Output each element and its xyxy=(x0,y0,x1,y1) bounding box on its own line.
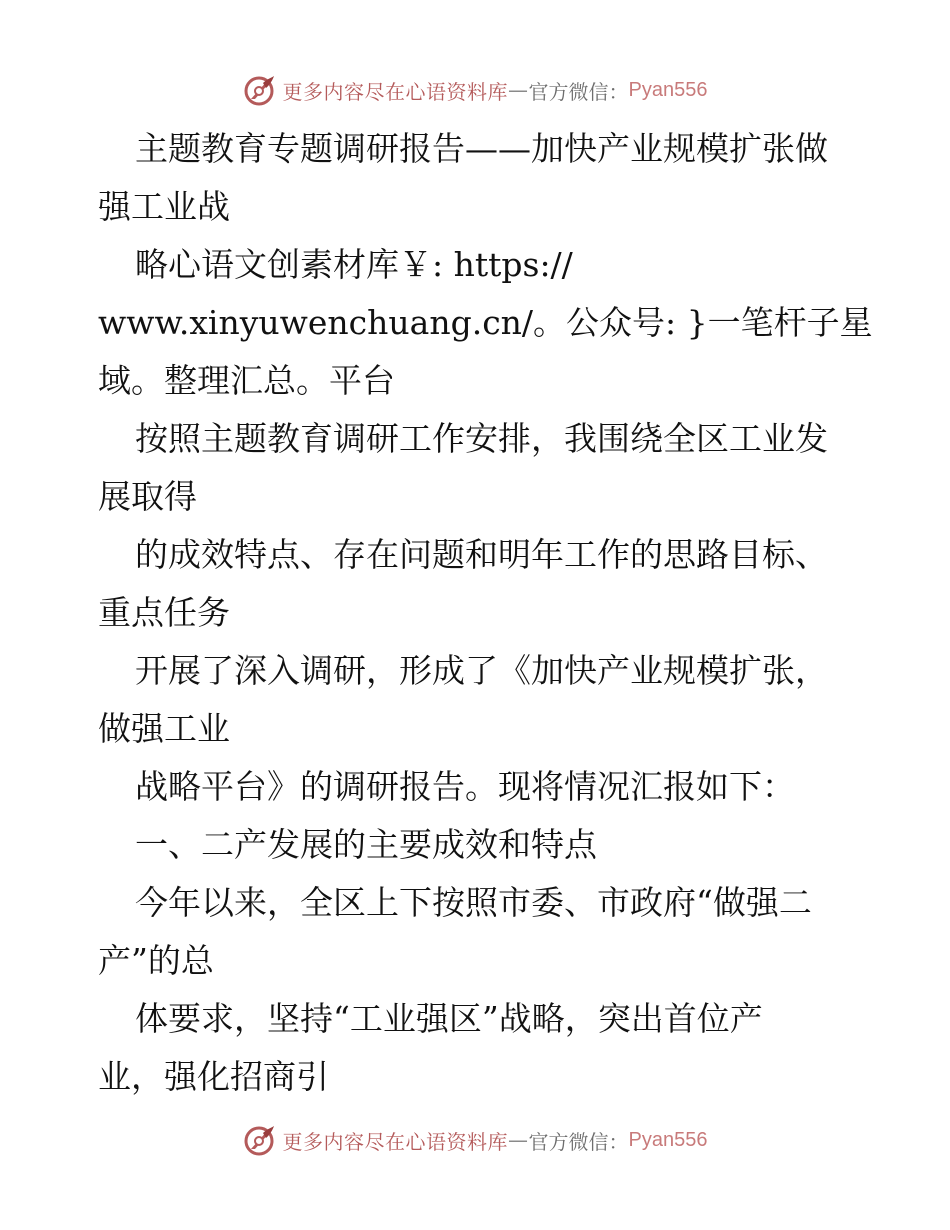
header-banner xyxy=(0,70,950,110)
text-line: 主题教育专题调研报告——加快产业规模扩张做 xyxy=(135,129,828,168)
banner-wechat-label: 官方微信： xyxy=(528,79,629,104)
text-line: 的成效特点、存在问题和明年工作的思路目标、 xyxy=(135,535,828,574)
text-line: 产”的总 xyxy=(98,941,214,980)
text-line: 重点任务 xyxy=(98,593,230,632)
feather-pen-logo-icon xyxy=(243,73,277,107)
banner-wechat-id: Pyan556 xyxy=(628,1128,708,1151)
text-line: 域。整理汇总。平台 xyxy=(98,361,395,400)
text-line: www.xinyuwenchuang.cn/。公众号: }一笔杆子星 xyxy=(98,303,873,342)
text-line: 略心语文创素材库￥: https:// xyxy=(135,245,573,284)
footer-banner xyxy=(0,1120,950,1160)
text-line: 今年以来，全区上下按照市委、市政府“做强二 xyxy=(135,883,812,922)
banner-dash: — xyxy=(508,78,529,102)
banner-dash: — xyxy=(508,1128,529,1152)
text-line: 展取得 xyxy=(98,477,197,516)
banner-text: 更多内容尽在心语资料库 xyxy=(282,1129,509,1154)
banner-wechat-label: 官方微信： xyxy=(528,1129,629,1154)
section-heading: 一、二产发展的主要成效和特点 xyxy=(135,825,597,864)
feather-pen-logo-icon xyxy=(243,1123,277,1157)
text-line: 强工业战 xyxy=(98,187,230,226)
text-line: 开展了深入调研，形成了《加快产业规模扩张， xyxy=(135,651,828,690)
text-line: 按照主题教育调研工作安排，我围绕全区工业发 xyxy=(135,419,828,458)
text-line: 业，强化招商引 xyxy=(98,1057,329,1096)
document-body xyxy=(98,120,873,1106)
text-line: 做强工业 xyxy=(98,709,230,748)
text-line: 体要求，坚持“工业强区”战略，突出首位产 xyxy=(135,999,763,1038)
banner-text: 更多内容尽在心语资料库 xyxy=(282,79,509,104)
text-line: 战略平台》的调研报告。现将情况汇报如下： xyxy=(135,767,795,806)
banner-wechat-id: Pyan556 xyxy=(628,78,708,101)
